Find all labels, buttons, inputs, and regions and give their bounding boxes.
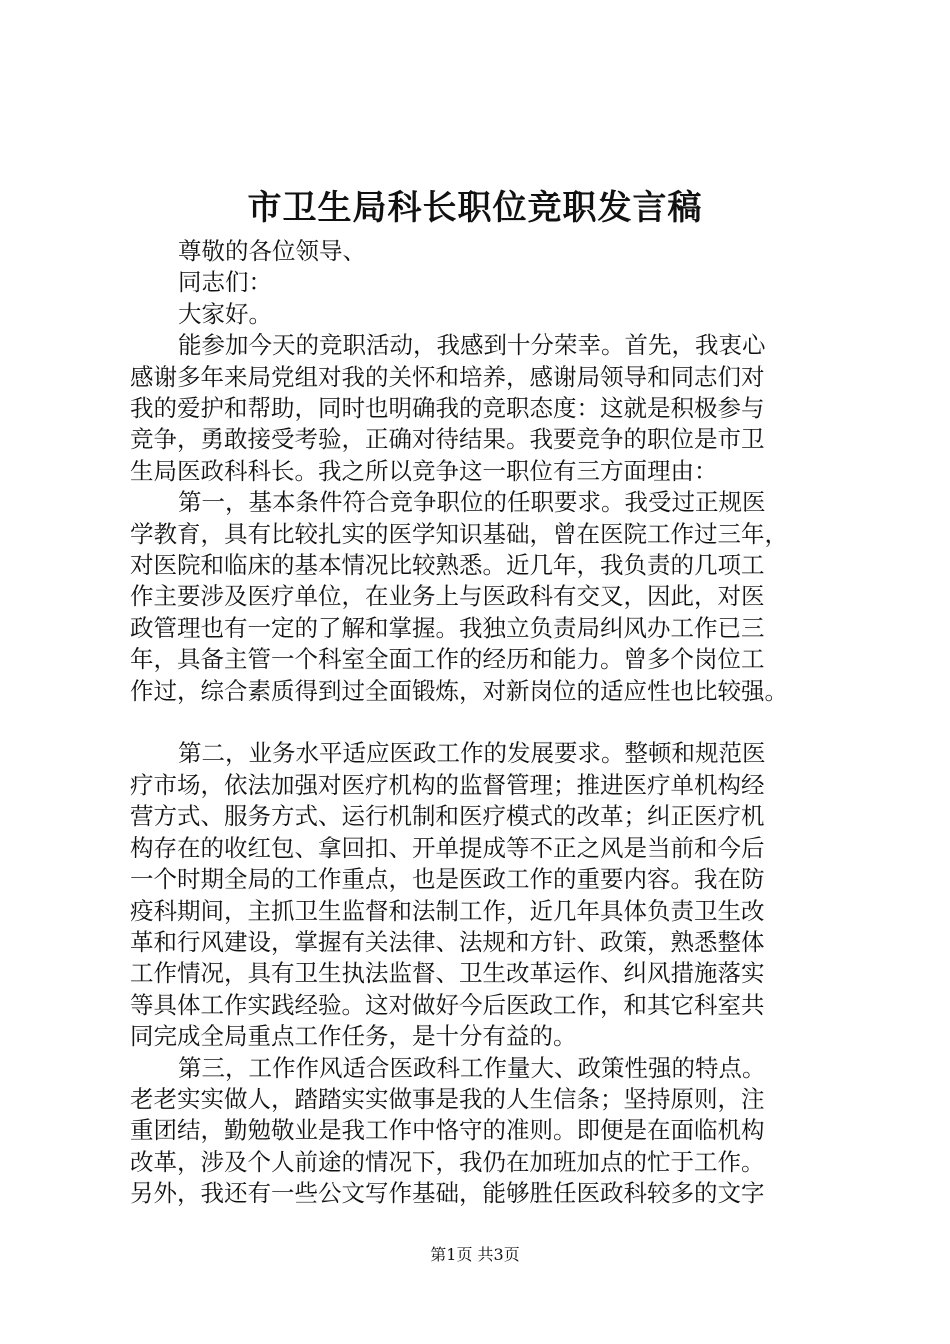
text-line: 同完成全局重点工作任务，是十分有益的。 (130, 1022, 577, 1051)
text-line: 另外，我还有一些公文写作基础，能够胜任医政科较多的文字 (130, 1179, 765, 1208)
document-title: 市卫生局科长职位竞职发言稿 (247, 188, 703, 228)
text-line: 我的爱护和帮助，同时也明确我的竞职态度：这就是积极参与 (130, 394, 765, 423)
text-line: 感谢多年来局党组对我的关怀和培养，感谢局领导和同志们对 (130, 362, 765, 391)
text-line: 等具体工作实践经验。这对做好今后医政工作，和其它科室共 (130, 990, 765, 1019)
text-line: 政管理也有一定的了解和掌握。我独立负责局纠风办工作已三 (130, 613, 765, 642)
text-line: 对医院和临床的基本情况比较熟悉。近几年，我负责的几项工 (130, 551, 765, 580)
text-line: 革和行风建设，掌握有关法律、法规和方针、政策，熟悉整体 (130, 927, 765, 956)
text-line: 能参加今天的竞职活动，我感到十分荣幸。首先，我衷心 (178, 331, 766, 360)
text-line: 尊敬的各位领导、 (178, 237, 366, 265)
text-line: 作主要涉及医疗单位，在业务上与医政科有交叉，因此，对医 (130, 582, 765, 611)
text-line: 第一，基本条件符合竞争职位的任职要求。我受过正规医 (178, 488, 766, 517)
blank-line (130, 707, 852, 738)
page-footer: 第1页 共3页 (430, 1245, 520, 1264)
text-line: 大家好。 (178, 299, 272, 328)
text-line: 疫科期间，主抓卫生监督和法制工作，近几年具体负责卫生改 (130, 896, 765, 925)
text-line: 老老实实做人，踏踏实实做事是我的人生信条；坚持原则，注 (130, 1084, 765, 1113)
text-line: 重团结，勤勉敬业是我工作中恪守的准则。即便是在面临机构 (130, 1116, 765, 1145)
text-line: 一个时期全局的工作重点，也是医政工作的重要内容。我在防 (130, 865, 765, 894)
text-line: 营方式、服务方式、运行机制和医疗模式的改革；纠正医疗机 (130, 802, 765, 831)
text-line: 作过，综合素质得到过全面锻炼，对新岗位的适应性也比较强。 (130, 676, 788, 705)
text-line: 学教育，具有比较扎实的医学知识基础，曾在医院工作过三年， (130, 519, 788, 548)
text-line: 竞争，勇敢接受考验，正确对待结果。我要竞争的职位是市卫 (130, 425, 765, 454)
text-line: 第三，工作作风适合医政科工作量大、政策性强的特点。 (178, 1053, 766, 1082)
text-line: 改革，涉及个人前途的情况下，我仍在加班加点的忙于工作。 (130, 1147, 765, 1176)
text-line: 生局医政科科长。我之所以竞争这一职位有三方面理由： (130, 456, 718, 485)
document-body (130, 236, 852, 1210)
text-line: 疗市场，依法加强对医疗机构的监督管理；推进医疗单机构经 (130, 770, 765, 799)
text-line: 年，具备主管一个科室全面工作的经历和能力。曾多个岗位工 (130, 645, 765, 674)
text-line: 同志们： (178, 268, 272, 297)
text-line: 构存在的收红包、拿回扣、开单提成等不正之风是当前和今后 (130, 833, 765, 862)
text-line: 第二，业务水平适应医政工作的发展要求。整顿和规范医 (178, 739, 766, 768)
text-line: 工作情况，具有卫生执法监督、卫生改革运作、纠风措施落实 (130, 959, 765, 988)
